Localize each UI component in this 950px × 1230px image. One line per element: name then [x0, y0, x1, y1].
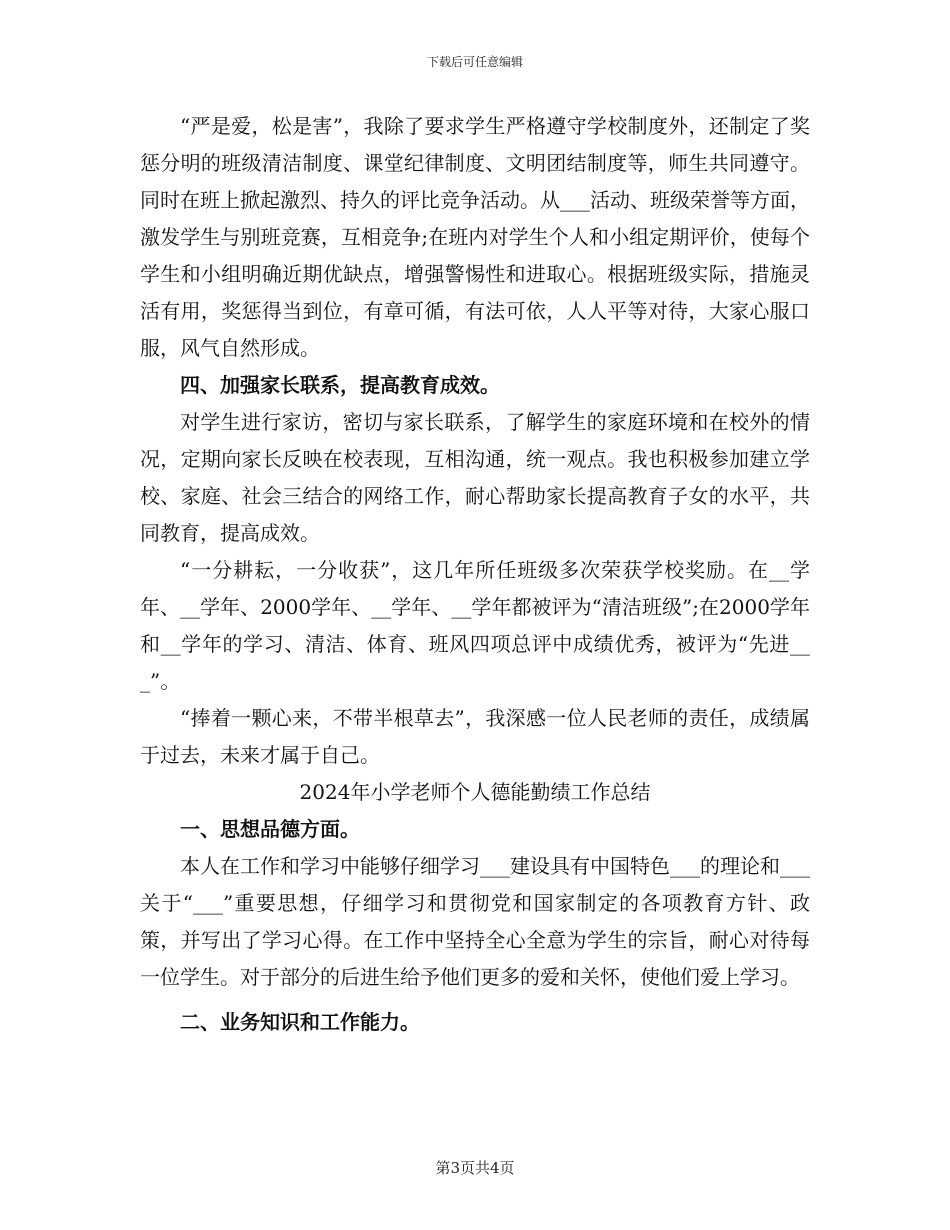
paragraph-home-visits: 对学生进行家访，密切与家长联系，了解学生的家庭环境和在校外的情况，定期向家长反映在校表现，互相沟通，统一观点。我也积极参加建立学校、家庭、社会三结合的网络工作，耐心帮助家长提高教育子女的水平，共同教育，提高成效。	[140, 410, 810, 545]
heading-professional-skills: 二、业务知识和工作能力。	[180, 1010, 420, 1034]
heading-parent-contact: 四、加强家长联系，提高教育成效。	[180, 373, 500, 397]
heading-moral-character: 一、思想品德方面。	[180, 817, 360, 841]
paragraph-awards: “一分耕耘，一分收获”，这几年所任班级多次荣获学校奖励。在__学年、__学年、2000学年、__学年、__学年都被评为“清洁班级”;在2000学年和__学年的学习、清洁、体育、班风四项总评中成绩优秀，被评为“先进___”。	[140, 558, 810, 693]
page-number: 第3页共4页	[435, 1159, 515, 1177]
paragraph-study: 本人在工作和学习中能够仔细学习___建设具有中国特色___的理论和___关于“___”重要思想，仔细学习和贯彻党和国家制定的各项教育方针、政策，并写出了学习心得。在工作中坚持全心全意为学生的宗旨，耐心对待每一位学生。对于部分的后进生给予他们更多的爱和关怀，使他们爱上学习。	[140, 854, 810, 989]
document-body	[140, 108, 810, 1041]
document-title: 2024年小学老师个人德能勤绩工作总结	[299, 780, 651, 804]
page-header: 下载后可任意编辑	[426, 55, 523, 69]
paragraph-closing: “捧着一颗心来，不带半根草去”，我深感一位人民老师的责任，成绩属于过去，未来才属于自己。	[140, 706, 810, 767]
paragraph-discipline: “严是爱，松是害”，我除了要求学生严格遵守学校制度外，还制定了奖惩分明的班级清洁制度、课堂纪律制度、文明团结制度等，师生共同遵守。同时在班上掀起激烈、持久的评比竞争活动。从___活动、班级荣誉等方面，激发学生与别班竞赛，互相竞争;在班内对学生个人和小组定期评价，使每个学生和小组明确近期优缺点，增强警惕性和进取心。根据班级实际，措施灵活有用，奖惩得当到位，有章可循，有法可依，人人平等对待，大家心服口服，风气自然形成。	[140, 114, 810, 360]
